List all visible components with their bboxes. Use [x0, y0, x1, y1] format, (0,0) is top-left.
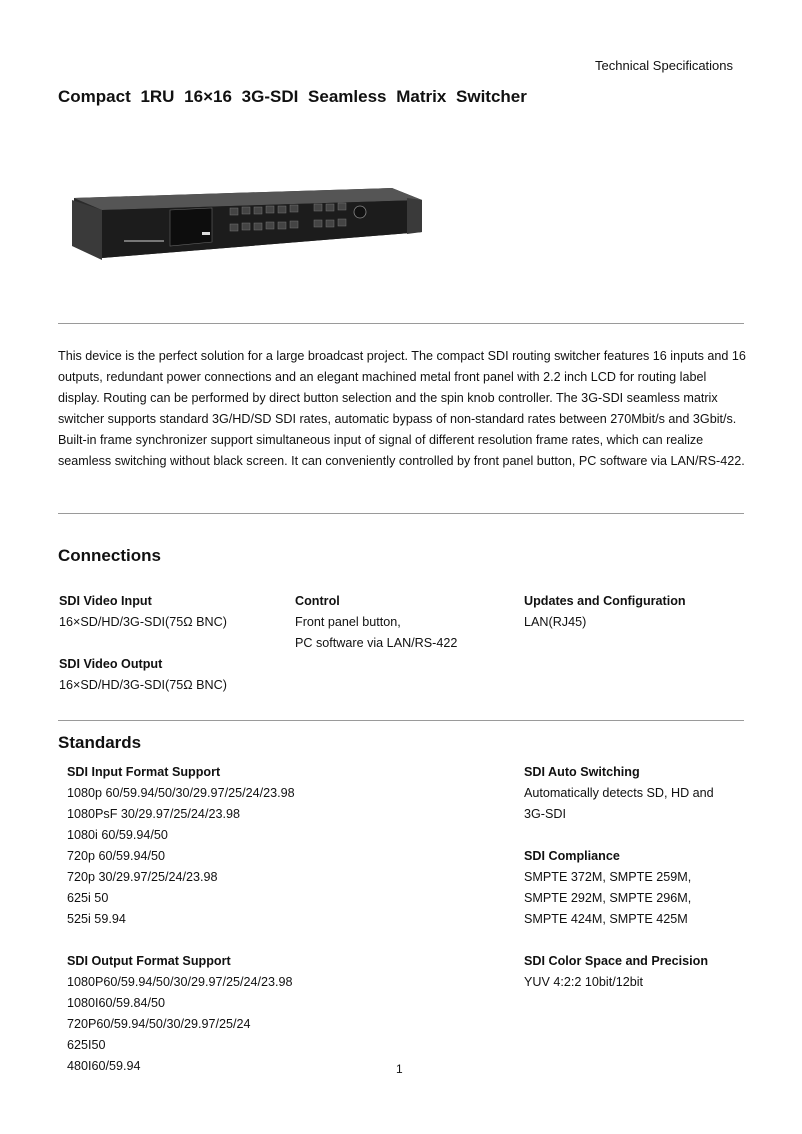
- standards-column-sdi: [524, 762, 714, 993]
- output-format-line: 720P60/59.94/50/30/29.97/25/24: [67, 1017, 251, 1031]
- input-format-line: 720p 30/29.97/25/24/23.98: [67, 870, 218, 884]
- compliance-heading: SDI Compliance: [524, 849, 620, 863]
- sdi-video-output-value: 16×SD/HD/3G-SDI(75Ω BNC): [59, 678, 227, 692]
- divider: [58, 513, 744, 514]
- control-heading: Control: [295, 594, 340, 608]
- updates-value: LAN(RJ45): [524, 615, 587, 629]
- connections-column-control: [295, 591, 457, 654]
- sdi-video-output-heading: SDI Video Output: [59, 657, 163, 671]
- input-format-line: 1080i 60/59.94/50: [67, 828, 168, 842]
- output-format-line: 1080I60/59.84/50: [67, 996, 166, 1010]
- control-line: PC software via LAN/RS-422: [295, 636, 458, 650]
- output-format-line: 625I50: [67, 1038, 106, 1052]
- product-description: This device is the perfect solution for a large broadcast project. The compact SDI routing switcher features 16 inputs and 16 outputs, redundant power connections and an elegant machined metal front panel with 2.2 inch LCD for routing label display. Routing can be performed by direct button selection and the spin knob controller. The 3G-SDI seamless matrix switcher supports standard 3G/HD/SD SDI rates, automatic bypass of non-standard rates between 270Mbit/s and 3Gbit/s. Built-in frame synchronizer support simultaneous input of signal of different resolution frame rates, which can realize seamless switching without black screen. It can conveniently controlled by front panel button, PC software via LAN/RS-422.: [58, 349, 746, 469]
- input-format-line: 625i 50: [67, 891, 109, 905]
- input-format-line: 1080p 60/59.94/50/30/29.97/25/24/23.98: [67, 786, 295, 800]
- page-number: 1: [396, 1062, 403, 1076]
- compliance-line: SMPTE 292M, SMPTE 296M,: [524, 891, 692, 905]
- connections-heading: Connections: [58, 546, 161, 565]
- compliance-line: SMPTE 424M, SMPTE 425M: [524, 912, 688, 926]
- standards-column-formats: [67, 762, 295, 1077]
- auto-switching-heading: SDI Auto Switching: [524, 765, 640, 779]
- connections-column-updates: [524, 591, 686, 633]
- standards-heading: Standards: [58, 733, 142, 752]
- input-format-line: 525i 59.94: [67, 912, 126, 926]
- divider: [58, 720, 744, 721]
- connections-column-video: [59, 591, 227, 696]
- compliance-line: SMPTE 372M, SMPTE 259M,: [524, 870, 692, 884]
- document-type-label: Technical Specifications: [595, 58, 734, 73]
- color-space-value: YUV 4:2:2 10bit/12bit: [524, 975, 644, 989]
- output-format-line: 480I60/59.94: [67, 1059, 141, 1073]
- control-line: Front panel button,: [295, 615, 401, 629]
- auto-switching-line: 3G-SDI: [524, 807, 566, 821]
- output-format-line: 1080P60/59.94/50/30/29.97/25/24/23.98: [67, 975, 293, 989]
- divider: [58, 323, 744, 324]
- sdi-video-input-heading: SDI Video Input: [59, 594, 152, 608]
- input-format-line: 720p 60/59.94/50: [67, 849, 166, 863]
- input-format-heading: SDI Input Format Support: [67, 765, 221, 779]
- color-space-heading: SDI Color Space and Precision: [524, 954, 709, 968]
- input-format-line: 1080PsF 30/29.97/25/24/23.98: [67, 807, 240, 821]
- page-title: Compact 1RU 16×16 3G-SDI Seamless Matrix Switcher: [58, 87, 527, 106]
- output-format-heading: SDI Output Format Support: [67, 954, 231, 968]
- product-image: [62, 180, 432, 270]
- sdi-video-input-value: 16×SD/HD/3G-SDI(75Ω BNC): [59, 615, 227, 629]
- updates-heading: Updates and Configuration: [524, 594, 686, 608]
- auto-switching-line: Automatically detects SD, HD and: [524, 786, 714, 800]
